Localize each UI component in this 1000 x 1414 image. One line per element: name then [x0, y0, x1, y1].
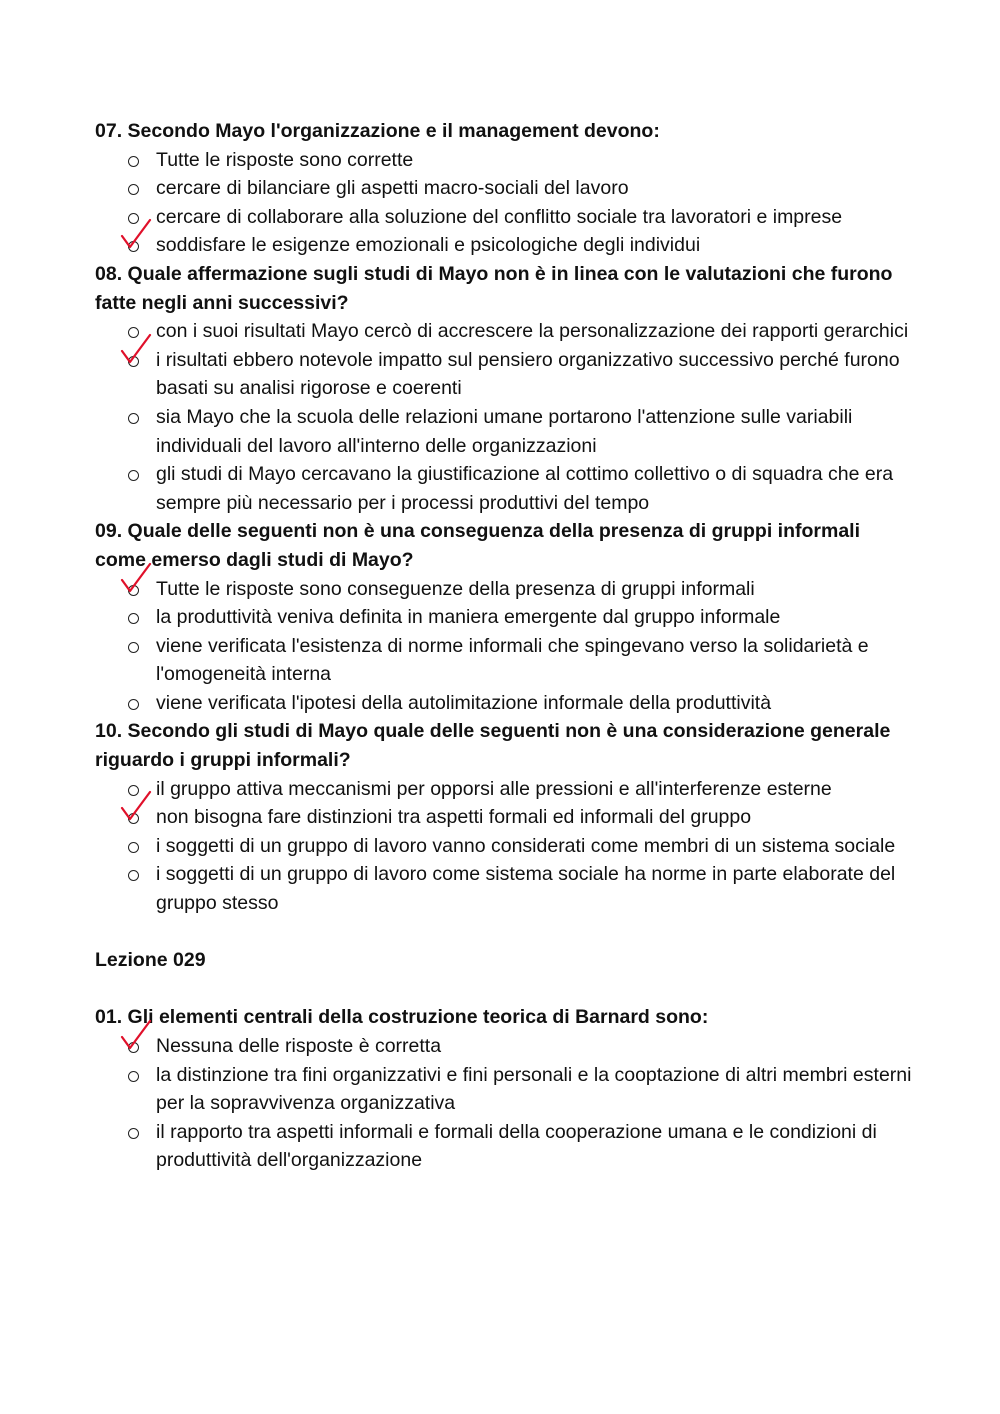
answer-option — [95, 575, 915, 604]
answer-option — [95, 603, 915, 632]
circle-bullet-icon — [126, 346, 142, 375]
answer-option-text: viene verificata l'ipotesi della autolimitazione informale della produttività — [156, 691, 772, 714]
question-text: 01. Gli elementi centrali della costruzione teorica di Barnard sono: — [95, 1006, 709, 1029]
circle-bullet-icon — [126, 689, 142, 718]
answer-option-text: i soggetti di un gruppo di lavoro vanno considerati come membri di un sistema sociale — [156, 834, 896, 857]
circle-bullet-icon — [126, 231, 142, 260]
answer-option — [95, 231, 915, 260]
answer-option-text: soddisfare le esigenze emozionali e psicologiche degli individui — [156, 234, 701, 257]
circle-bullet-icon — [126, 803, 142, 832]
answer-options — [95, 575, 915, 718]
answer-option — [95, 860, 915, 917]
answer-option-text: non bisogna fare distinzioni tra aspetti formali ed informali del gruppo — [156, 806, 752, 829]
answer-option — [95, 632, 915, 689]
circle-bullet-icon — [126, 1118, 142, 1147]
answer-options — [95, 146, 915, 260]
answer-option — [95, 146, 915, 175]
answer-option-text: gli studi di Mayo cercavano la giustificazione al cottimo collettivo o di squadra che era sempre più necessario per i processi produttivi del tempo — [156, 463, 894, 514]
document-page — [95, 117, 915, 1175]
questions-block-1 — [95, 117, 915, 918]
circle-bullet-icon — [126, 403, 142, 432]
circle-bullet-icon — [126, 775, 142, 804]
answer-option-text: Tutte le risposte sono conseguenze della presenza di gruppi informali — [156, 577, 755, 600]
answer-options — [95, 1032, 915, 1175]
answer-option-text: cercare di collaborare alla soluzione del conflitto sociale tra lavoratori e imprese — [156, 205, 843, 228]
answer-option — [95, 832, 915, 861]
answer-option — [95, 689, 915, 718]
question-text: 10. Secondo gli studi di Mayo quale delle seguenti non è una considerazione generale riguardo i gruppi informali? — [95, 720, 891, 772]
circle-bullet-icon — [126, 460, 142, 489]
questions-block-2 — [95, 1003, 915, 1175]
circle-bullet-icon — [126, 632, 142, 661]
answer-option — [95, 803, 915, 832]
answer-option — [95, 1032, 915, 1061]
answer-option-text: viene verificata l'esistenza di norme informali che spingevano verso la solidarietà e l'omogeneità interna — [156, 634, 869, 686]
question-text: 09. Quale delle seguenti non è una conseguenza della presenza di gruppi informali come emerso dagli studi di Mayo? — [95, 520, 861, 571]
circle-bullet-icon — [126, 1032, 142, 1061]
answer-option — [95, 317, 915, 346]
circle-bullet-icon — [126, 146, 142, 175]
answer-option-text: con i suoi risultati Mayo cercò di accrescere la personalizzazione dei rapporti gerarchici — [156, 320, 909, 343]
answer-option-text: il gruppo attiva meccanismi per opporsi alle pressioni e all'interferenze esterne — [156, 777, 832, 800]
circle-bullet-icon — [126, 317, 142, 346]
answer-option-text: Nessuna delle risposte è corretta — [156, 1035, 442, 1057]
answer-option-text: sia Mayo che la scuola delle relazioni umane portarono l'attenzione sulle variabili individuali del lavoro all'interno delle organizzazioni — [156, 405, 853, 457]
question-text: 08. Quale affermazione sugli studi di Mayo non è in linea con le valutazioni che furono fatte negli anni successivi? — [95, 262, 893, 314]
answer-option-text: la produttività veniva definita in maniera emergente dal gruppo informale — [156, 606, 781, 629]
answer-options — [95, 775, 915, 918]
answer-option — [95, 403, 915, 460]
circle-bullet-icon — [126, 203, 142, 232]
answer-option — [95, 174, 915, 203]
answer-options — [95, 317, 915, 517]
answer-option-text: il rapporto tra aspetti informali e formali della cooperazione umana e le condizioni di produttività dell'organizzazione — [156, 1120, 877, 1172]
lesson-title: Lezione 029 — [95, 949, 206, 972]
circle-bullet-icon — [126, 1061, 142, 1090]
answer-option-text: Tutte le risposte sono corrette — [156, 148, 414, 171]
circle-bullet-icon — [126, 575, 142, 604]
answer-option — [95, 775, 915, 804]
circle-bullet-icon — [126, 603, 142, 632]
circle-bullet-icon — [126, 860, 142, 889]
circle-bullet-icon — [126, 832, 142, 861]
answer-option — [95, 460, 915, 517]
answer-option — [95, 1061, 915, 1118]
answer-option-text: cercare di bilanciare gli aspetti macro-sociali del lavoro — [156, 177, 629, 200]
circle-bullet-icon — [126, 174, 142, 203]
answer-option-text: i soggetti di un gruppo di lavoro come sistema sociale ha norme in parte elaborate del gruppo stesso — [156, 863, 896, 915]
answer-option — [95, 1118, 915, 1175]
answer-option-text: la distinzione tra fini organizzativi e fini personali e la cooptazione di altri membri esterni per la sopravvivenza organizzativa — [156, 1063, 912, 1115]
answer-option-text: i risultati ebbero notevole impatto sul pensiero organizzativo successivo perché furono basati su analisi rigorose e coerenti — [156, 348, 900, 400]
answer-option — [95, 346, 915, 403]
answer-option — [95, 203, 915, 232]
question-text: 07. Secondo Mayo l'organizzazione e il management devono: — [95, 120, 660, 142]
